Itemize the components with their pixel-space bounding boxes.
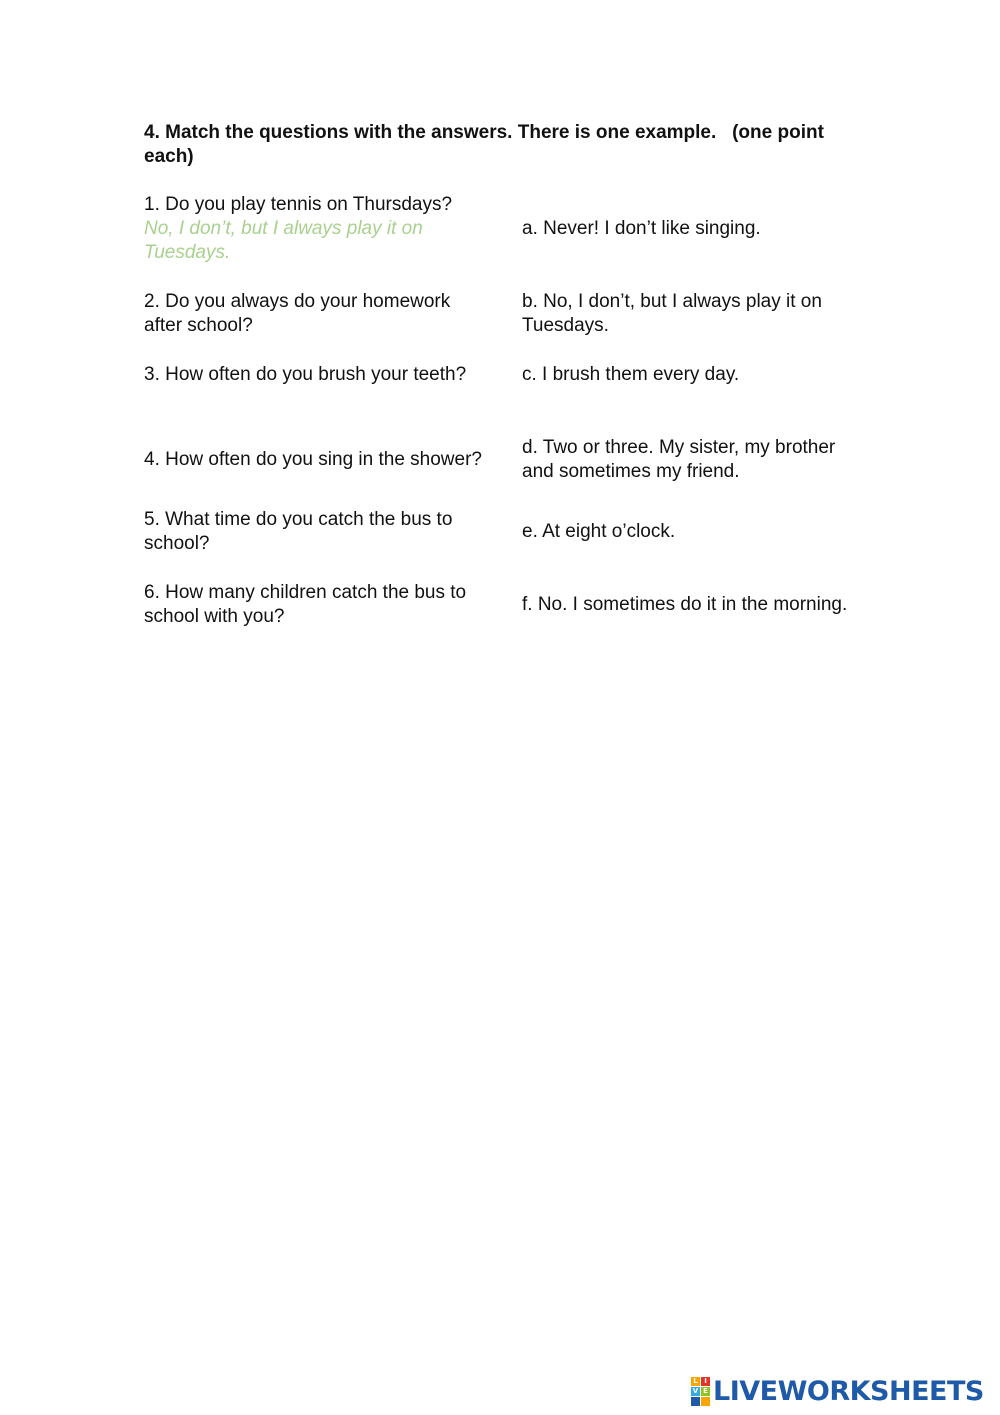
liveworksheets-logo <box>691 1376 984 1406</box>
answer-d: d. Two or three. My sister, my brother and sometimes my friend. <box>522 437 836 482</box>
match-row-5 <box>144 508 874 556</box>
logo-blocks-icon <box>691 1377 710 1406</box>
question-1 <box>144 193 484 265</box>
match-row-6 <box>144 581 874 629</box>
answer-b: b. No, I don’t, but I always play it on Tuesdays. <box>522 291 822 336</box>
logo-block <box>691 1397 700 1406</box>
question-6: 6. How many children catch the bus to school with you? <box>144 582 467 627</box>
match-row-1 <box>144 193 874 265</box>
answer-e: e. At eight o’clock. <box>522 521 676 542</box>
example-answer: No, I don’t, but I always play it on Tuesdays. <box>144 218 423 263</box>
match-row-4 <box>144 436 874 484</box>
answer-c: c. I brush them every day. <box>522 364 740 385</box>
logo-block: V <box>692 1386 699 1395</box>
logo-block: E <box>701 1387 710 1396</box>
question-4: 4. How often do you sing in the shower? <box>144 449 482 470</box>
logo-text: LIVEWORKSHEETS <box>713 1375 984 1407</box>
question-3: 3. How often do you brush your teeth? <box>144 364 467 385</box>
question-2: 2. Do you always do your homework after school? <box>144 291 451 336</box>
question-5: 5. What time do you catch the bus to school? <box>144 509 453 554</box>
match-row-3 <box>144 363 874 387</box>
question-1-text: 1. Do you play tennis on Thursdays? <box>144 194 453 215</box>
logo-block: L <box>691 1377 700 1386</box>
answer-f: f. No. I sometimes do it in the morning. <box>522 594 848 615</box>
exercise-title: 4. Match the questions with the answers. There is one example. (one point each) <box>144 122 830 167</box>
answer-a: a. Never! I don’t like singing. <box>522 218 761 239</box>
match-row-2 <box>144 290 874 338</box>
logo-block <box>701 1397 710 1406</box>
logo-block: I <box>701 1377 710 1386</box>
